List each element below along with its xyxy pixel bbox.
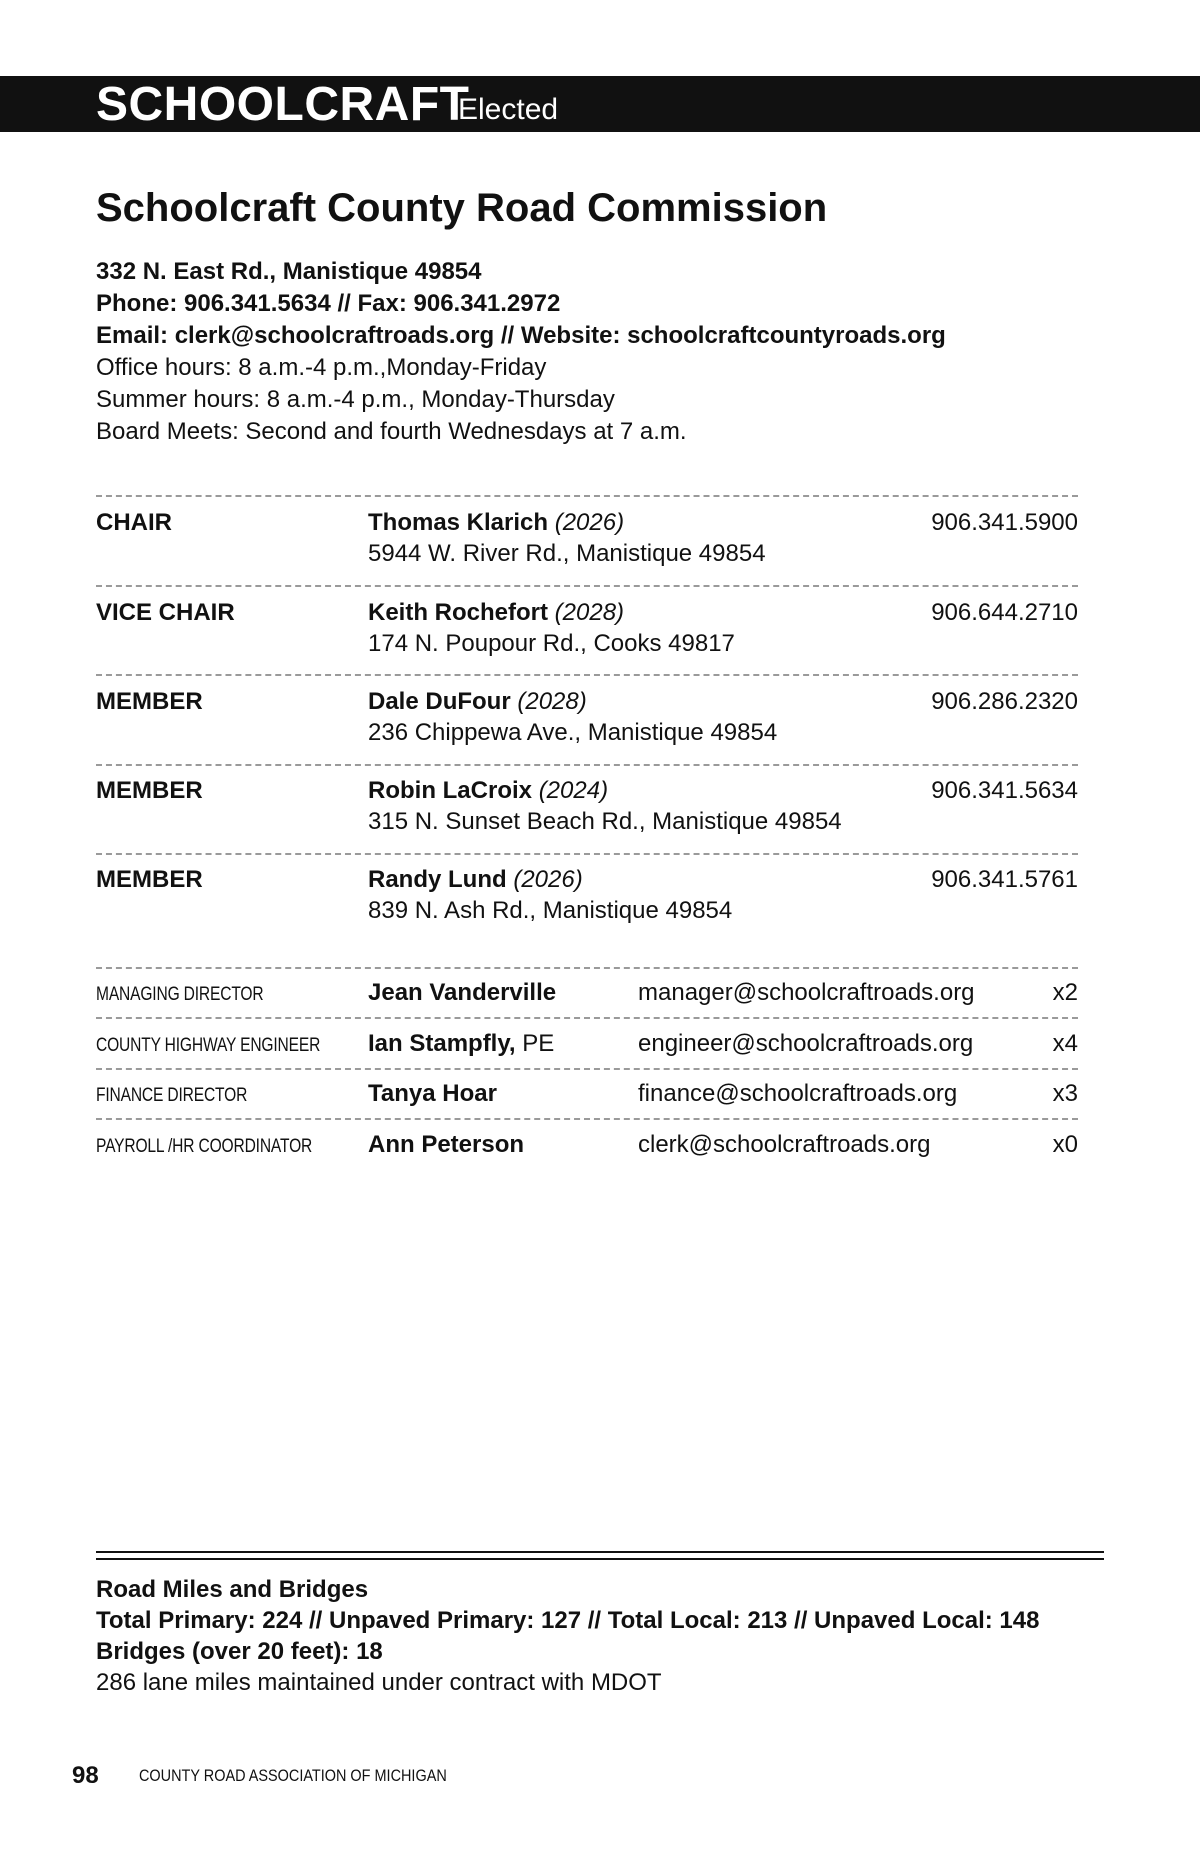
member-name: Dale DuFour bbox=[368, 688, 511, 715]
staff-title: PAYROLL /HR COORDINATOR bbox=[96, 1136, 313, 1157]
staff-member bbox=[368, 1028, 554, 1060]
board-member bbox=[368, 597, 624, 628]
member-phone: 906.341.5634 bbox=[931, 777, 1078, 804]
member-name: Thomas Klarich bbox=[368, 509, 549, 536]
staff-title: COUNTY HIGHWAY ENGINEER bbox=[96, 1035, 321, 1056]
divider bbox=[96, 853, 1078, 855]
board-role: CHAIR bbox=[96, 509, 172, 536]
board-member bbox=[368, 507, 624, 538]
board-role: MEMBER bbox=[96, 688, 203, 715]
divider bbox=[96, 764, 1078, 766]
member-address: 5944 W. River Rd., Manistique 49854 bbox=[368, 540, 766, 567]
board-role: VICE CHAIR bbox=[96, 599, 235, 626]
staff-name: Tanya Hoar bbox=[368, 1080, 497, 1107]
member-phone: 906.644.2710 bbox=[931, 599, 1078, 626]
member-phone: 906.341.5761 bbox=[931, 866, 1078, 893]
staff-extension: x3 bbox=[1052, 1080, 1078, 1107]
agency-phone-fax: Phone: 906.341.5634 // Fax: 906.341.2972 bbox=[96, 290, 561, 317]
member-address: 315 N. Sunset Beach Rd., Manistique 49854 bbox=[368, 808, 842, 835]
member-name: Keith Rochefort bbox=[368, 599, 548, 626]
office-hours: Office hours: 8 a.m.-4 p.m.,Monday-Friday bbox=[96, 354, 547, 381]
summer-hours: Summer hours: 8 a.m.-4 p.m., Monday-Thursday bbox=[96, 386, 615, 413]
page-number: 98 bbox=[72, 1762, 99, 1789]
double-rule-top bbox=[96, 1551, 1104, 1553]
board-member-row bbox=[96, 775, 1078, 835]
board-meetings: Board Meets: Second and fourth Wednesdays at 7 a.m. bbox=[96, 418, 687, 445]
road-miles-section bbox=[96, 1574, 1039, 1698]
staff-email: finance@schoolcraftroads.org bbox=[638, 1080, 958, 1107]
board-member bbox=[368, 686, 587, 717]
member-term: (2028) bbox=[554, 599, 625, 626]
staff-member bbox=[368, 977, 556, 1009]
county-name: SCHOOLCRAFT bbox=[96, 78, 470, 131]
divider bbox=[96, 1118, 1078, 1120]
staff-email: engineer@schoolcraftroads.org bbox=[638, 1030, 974, 1057]
staff-title: MANAGING DIRECTOR bbox=[96, 984, 264, 1005]
page-footer bbox=[72, 1762, 501, 1792]
staff-extension: x2 bbox=[1052, 979, 1078, 1006]
board-member bbox=[368, 775, 608, 806]
divider bbox=[96, 495, 1078, 497]
staff-email: clerk@schoolcraftroads.org bbox=[638, 1131, 931, 1158]
divider bbox=[96, 585, 1078, 587]
board-member-row bbox=[96, 864, 1078, 924]
staff-name: Jean Vanderville bbox=[368, 979, 557, 1006]
staff-row bbox=[96, 1028, 1078, 1062]
member-phone: 906.341.5900 bbox=[931, 509, 1078, 536]
staff-extension: x4 bbox=[1052, 1030, 1078, 1057]
staff-extension: x0 bbox=[1052, 1131, 1078, 1158]
road-note: 286 lane miles maintained under contract with MDOT bbox=[96, 1669, 662, 1696]
staff-title: FINANCE DIRECTOR bbox=[96, 1085, 248, 1106]
staff-member bbox=[368, 1078, 497, 1110]
board-member-row bbox=[96, 597, 1078, 657]
county-header-bar bbox=[0, 76, 1200, 132]
member-phone: 906.286.2320 bbox=[931, 688, 1078, 715]
divider bbox=[96, 674, 1078, 676]
staff-name: Ian Stampfly, bbox=[368, 1030, 516, 1057]
member-address: 174 N. Poupour Rd., Cooks 49817 bbox=[368, 630, 735, 657]
divider bbox=[96, 967, 1078, 969]
member-term: (2028) bbox=[517, 688, 587, 715]
road-bridges: Bridges (over 20 feet): 18 bbox=[96, 1638, 383, 1665]
board-role: MEMBER bbox=[96, 866, 203, 893]
member-name: Robin LaCroix bbox=[368, 777, 533, 804]
divider bbox=[96, 1017, 1078, 1019]
member-address: 839 N. Ash Rd., Manistique 49854 bbox=[368, 897, 733, 924]
county-type: Elected bbox=[458, 93, 559, 126]
agency-email-website: Email: clerk@schoolcraftroads.org // Website: schoolcraftcountyroads.org bbox=[96, 322, 946, 349]
double-rule-bottom bbox=[96, 1558, 1104, 1560]
road-totals: Total Primary: 224 // Unpaved Primary: 127 // Total Local: 213 // Unpaved Local: 148 bbox=[96, 1607, 1040, 1634]
member-name: Randy Lund bbox=[368, 866, 507, 893]
staff-suffix: PE bbox=[515, 1030, 555, 1057]
board-member-row bbox=[96, 507, 1078, 567]
member-term: (2024) bbox=[538, 777, 609, 804]
road-heading: Road Miles and Bridges bbox=[96, 1576, 369, 1603]
board-role: MEMBER bbox=[96, 777, 203, 804]
member-term: (2026) bbox=[513, 866, 583, 893]
member-address: 236 Chippewa Ave., Manistique 49854 bbox=[368, 719, 778, 746]
agency-address: 332 N. East Rd., Manistique 49854 bbox=[96, 258, 482, 285]
staff-row bbox=[96, 977, 1078, 1011]
staff-member bbox=[368, 1129, 524, 1161]
staff-email: manager@schoolcraftroads.org bbox=[638, 979, 975, 1006]
board-member-row bbox=[96, 686, 1078, 746]
publication-name: COUNTY ROAD ASSOCIATION OF MICHIGAN bbox=[139, 1766, 447, 1785]
staff-row bbox=[96, 1078, 1078, 1112]
agency-title: Schoolcraft County Road Commission bbox=[96, 186, 828, 230]
staff-row bbox=[96, 1129, 1078, 1163]
board-member bbox=[368, 864, 583, 895]
member-term: (2026) bbox=[554, 509, 625, 536]
divider bbox=[96, 1068, 1078, 1070]
staff-name: Ann Peterson bbox=[368, 1131, 525, 1158]
agency-contact-info bbox=[96, 256, 946, 448]
